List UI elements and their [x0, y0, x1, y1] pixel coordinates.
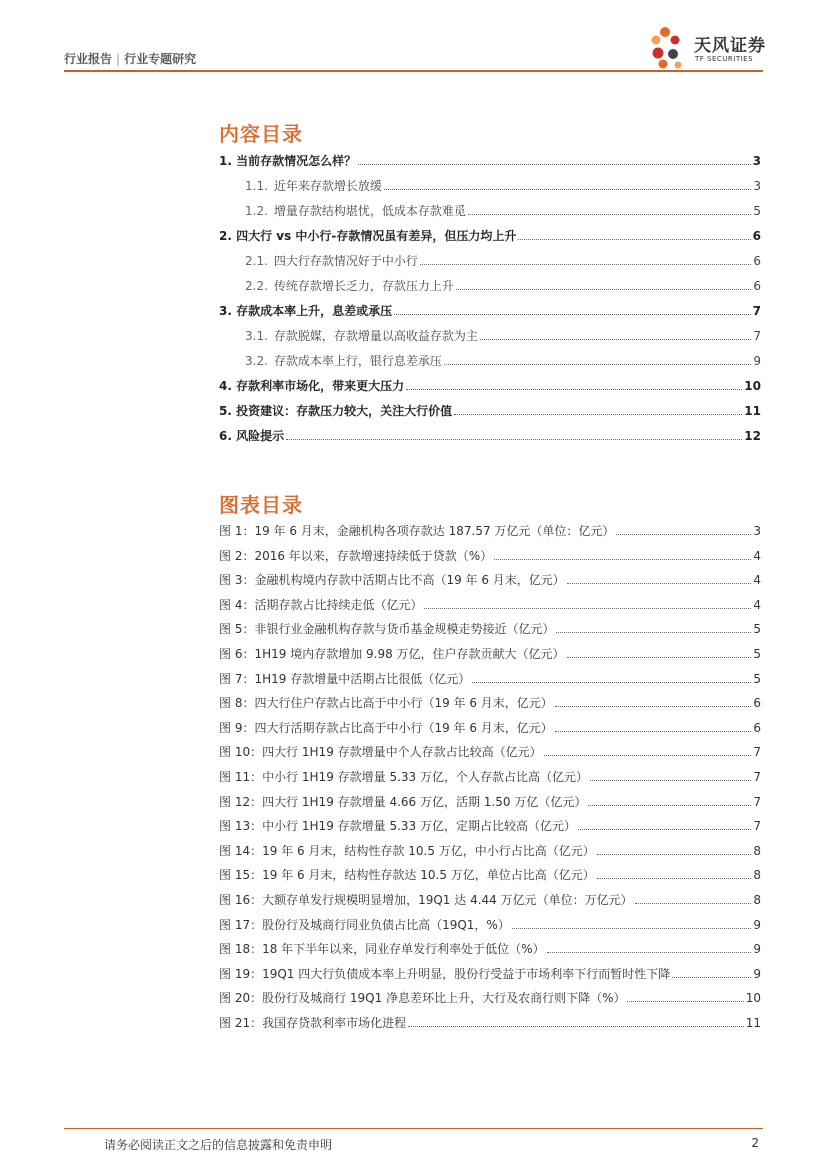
footer-divider [64, 1128, 763, 1129]
figure-entry[interactable] [219, 892, 761, 908]
toc-entry-page: 5 [753, 204, 761, 218]
dot-leader [384, 188, 751, 190]
toc-entry-page: 12 [744, 429, 761, 443]
toc-entry-page: 9 [753, 354, 761, 368]
toc-entry-text: 四大行存款情况好于中小行 [273, 254, 418, 268]
figure-entry-label: 图 12：四大行 1H19 存款增量 4.66 万亿，活期 1.50 万亿（亿元） [219, 794, 587, 809]
figure-entry[interactable] [219, 548, 761, 564]
figure-entry-page: 4 [753, 548, 761, 563]
toc-entry-text: 传统存款增长乏力，存款压力上升 [273, 279, 454, 293]
dot-leader [518, 238, 750, 240]
dot-leader [616, 533, 751, 535]
figure-entry[interactable] [219, 794, 761, 810]
toc-entry-text: 5. 投资建议：存款压力较大，关注大行价值 [219, 404, 453, 418]
dot-leader [555, 730, 752, 732]
toc-entry[interactable] [219, 303, 761, 319]
figure-entry-page: 6 [753, 696, 761, 711]
dot-leader [544, 754, 752, 756]
dot-leader [567, 582, 752, 584]
header-divider [64, 70, 763, 72]
toc-entry[interactable] [219, 203, 761, 219]
toc-entry[interactable] [219, 153, 761, 169]
toc-entry-label [245, 253, 418, 269]
figure-entry-label: 图 18：18 年下半年以来，同业存单发行利率处于低位（%） [219, 942, 545, 957]
toc-entry[interactable] [219, 403, 761, 419]
figure-entry[interactable] [219, 671, 761, 687]
figure-entry-page: 4 [753, 573, 761, 588]
figure-entry-label: 图 10：四大行 1H19 存款增量中个人存款占比较高（亿元） [219, 745, 542, 760]
toc-entry-number: 2.2. [245, 279, 268, 293]
toc-entry-label [219, 303, 392, 319]
figure-entry[interactable] [219, 1015, 761, 1031]
figure-entry-label: 图 9：四大行活期存款占比高于中小行（19 年 6 月末，亿元） [219, 720, 553, 735]
toc-entry[interactable] [219, 353, 761, 369]
figure-entry-page: 7 [753, 770, 761, 784]
logo-name: 天风证券 [694, 36, 766, 56]
dot-leader [444, 363, 751, 365]
dot-leader [555, 705, 752, 707]
dot-leader [556, 631, 751, 633]
toc-entry-text: 4. 存款利率市场化，带来更大压力 [219, 379, 405, 393]
toc-entry-number: 2.1. [245, 254, 268, 268]
toc-entry-number: 1.2. [245, 204, 268, 218]
figure-entry[interactable] [219, 843, 761, 859]
figure-entry[interactable] [219, 646, 761, 662]
toc-entry-page: 7 [752, 304, 761, 318]
toc-entry-text: 2. 四大行 vs 中小行-存款情况虽有差异，但压力均上升 [219, 229, 517, 243]
figure-entry-label: 图 19：19Q1 四大行负债成本率上升明显，股份行受益于市场利率下行而暂时性下降 [219, 966, 671, 981]
figure-entry-label: 图 7：1H19 存款增量中活期占比很低（亿元） [219, 671, 471, 686]
dot-leader [468, 213, 751, 215]
figures-title: 图表目录 [219, 493, 303, 517]
toc-entry[interactable] [219, 178, 761, 194]
footer-disclaimer: 请务必阅读正文之后的信息披露和免责申明 [104, 1138, 333, 1152]
figure-entry-label: 图 17：股份行及城商行同业负债占比高（19Q1，%） [219, 917, 510, 932]
toc-entry[interactable] [219, 428, 761, 444]
toc-title: 内容目录 [219, 122, 303, 146]
figure-entry-label: 图 1：19 年 6 月末，金融机构各项存款达 187.57 万亿元（单位：亿元） [219, 524, 615, 538]
figure-entry[interactable] [219, 744, 761, 760]
figure-entry-page: 7 [753, 819, 761, 834]
dot-leader [597, 877, 752, 879]
dot-leader [472, 681, 751, 683]
toc-entry-page: 11 [744, 404, 761, 418]
figure-entry-label: 图 5：非银行业金融机构存款与货币基金规模走势接近（亿元） [219, 622, 555, 637]
figure-entry-page: 8 [753, 843, 761, 858]
dot-leader [420, 263, 751, 265]
dot-leader [588, 804, 751, 806]
dot-leader [358, 163, 751, 165]
toc-entry-text: 存款脱媒，存款增量以高收益存款为主 [273, 329, 478, 343]
figure-entry-page: 11 [745, 1016, 761, 1030]
dot-leader [286, 438, 742, 440]
toc-entry-label [219, 228, 516, 244]
dot-leader [394, 313, 751, 315]
figure-entry[interactable] [219, 966, 761, 982]
dot-leader [597, 853, 752, 855]
dot-leader [578, 828, 751, 830]
toc-entry[interactable] [219, 253, 761, 269]
figure-entry-page: 4 [753, 597, 761, 612]
toc-entry-text: 近年来存款增长放缓 [273, 179, 382, 193]
toc-entry-label [245, 178, 382, 194]
figure-entry-page: 6 [753, 720, 761, 735]
toc-entry-text: 1. 当前存款情况怎么样？ [219, 154, 357, 168]
toc-entry-label [245, 203, 466, 219]
toc-entry-page: 6 [752, 229, 761, 243]
figure-entry-page: 10 [745, 991, 761, 1006]
figure-entry[interactable] [219, 572, 761, 588]
toc-entry-label [245, 278, 454, 294]
figure-entry[interactable] [219, 523, 761, 539]
toc-entry-number: 3.2. [245, 354, 268, 368]
toc-entry[interactable] [219, 378, 761, 394]
dot-leader [424, 607, 751, 609]
toc-entry-number: 3.1. [245, 329, 268, 343]
figure-entry-page: 7 [753, 794, 761, 809]
toc-entry-label [219, 428, 284, 444]
figure-entry-label: 图 14：19 年 6 月末，结构性存款 10.5 万亿，中小行占比高（亿元） [219, 843, 595, 858]
report-category [64, 50, 196, 67]
dot-leader [635, 902, 752, 904]
toc-entry-page: 6 [753, 279, 761, 293]
toc-entry-label [219, 403, 452, 419]
figure-entry-page: 5 [753, 622, 761, 637]
figure-entry-page: 5 [753, 647, 761, 661]
figure-entry[interactable] [219, 769, 761, 785]
toc-entry-label [219, 153, 356, 169]
dot-leader [547, 951, 752, 953]
toc-entry-page: 10 [744, 379, 761, 393]
figure-entry-page: 9 [753, 942, 761, 957]
figure-entry-page: 3 [753, 524, 761, 538]
figure-entry-label: 图 16：大额存单发行规模明显增加，19Q1 达 4.44 万亿元（单位：万亿元） [219, 893, 633, 907]
dot-leader [456, 288, 751, 290]
figure-entry-page: 8 [753, 893, 761, 907]
logo-subtitle: TF SECURITIES [695, 55, 754, 63]
figure-entry[interactable] [219, 597, 761, 613]
figure-entry-label: 图 11：中小行 1H19 存款增量 5.33 万亿，个人存款占比高（亿元） [219, 770, 588, 784]
figure-entry[interactable] [219, 695, 761, 711]
figure-entry-label: 图 21：我国存贷款利率市场化进程 [219, 1016, 407, 1030]
figure-entry-label: 图 4：活期存款占比持续走低（亿元） [219, 597, 423, 612]
figure-entry-page: 7 [753, 745, 761, 760]
dot-leader [672, 976, 751, 978]
toc-entry-label [245, 353, 442, 369]
toc-entry-text: 3. 存款成本率上升，息差或承压 [219, 304, 393, 318]
dot-leader [408, 1025, 744, 1027]
dot-leader [406, 388, 742, 390]
toc-entry-page: 6 [753, 254, 761, 268]
category-separator: | [116, 52, 121, 66]
toc-entry[interactable] [219, 328, 761, 344]
toc-entry-page: 7 [753, 329, 761, 343]
toc-entry-page: 3 [752, 154, 761, 168]
figure-entry[interactable] [219, 621, 761, 637]
toc-entry[interactable] [219, 228, 761, 244]
figure-entry[interactable] [219, 818, 761, 834]
figure-entry[interactable] [219, 867, 761, 883]
dot-leader [454, 413, 742, 415]
dot-leader [590, 779, 751, 781]
figure-entry-page: 5 [753, 671, 761, 686]
toc-entry-page: 3 [753, 179, 761, 193]
figure-entry-label: 图 8：四大行住户存款占比高于中小行（19 年 6 月末，亿元） [219, 696, 553, 711]
figure-entry-label: 图 20：股份行及城商行 19Q1 净息差环比上升，大行及农商行则下降（%） [219, 991, 626, 1006]
toc-entry-text: 存款成本率上行，银行息差承压 [273, 354, 442, 368]
dot-leader [627, 1000, 743, 1002]
figure-entry-page: 9 [753, 917, 761, 932]
toc-entry-text: 6. 风险提示 [219, 429, 285, 443]
dot-leader [494, 558, 751, 560]
toc-entry[interactable] [219, 278, 761, 294]
dot-leader [480, 338, 751, 340]
toc-entry-label [219, 378, 404, 394]
dot-leader [567, 656, 752, 658]
figure-entry-label: 图 15：19 年 6 月末，结构性存款达 10.5 万亿，单位占比高（亿元） [219, 868, 595, 883]
toc-entry-label [245, 328, 478, 344]
figure-entry-label: 图 3：金融机构境内存款中活期占比不高（19 年 6 月末，亿元） [219, 573, 565, 588]
figure-entry[interactable] [219, 917, 761, 933]
dot-leader [512, 927, 752, 929]
figure-entry-label: 图 6：1H19 境内存款增加 9.98 万亿，住户存款贡献大（亿元） [219, 647, 565, 661]
figure-entry-label: 图 2：2016 年以来，存款增速持续低于贷款（%） [219, 548, 493, 563]
toc-entry-number: 1.1. [245, 179, 268, 193]
figure-entry-page: 8 [753, 868, 761, 883]
toc-entry-text: 增量存款结构堪忧，低成本存款难觅 [273, 204, 466, 218]
figure-entry[interactable] [219, 941, 761, 957]
figure-entry[interactable] [219, 990, 761, 1006]
category-label: 行业报告 [64, 52, 113, 66]
figure-entry-label: 图 13：中小行 1H19 存款增量 5.33 万亿，定期占比较高（亿元） [219, 819, 576, 834]
figure-entry-page: 9 [753, 966, 761, 981]
figure-entry[interactable] [219, 720, 761, 736]
page-number: 2 [751, 1136, 759, 1150]
subcategory-label: 行业专题研究 [124, 52, 197, 66]
